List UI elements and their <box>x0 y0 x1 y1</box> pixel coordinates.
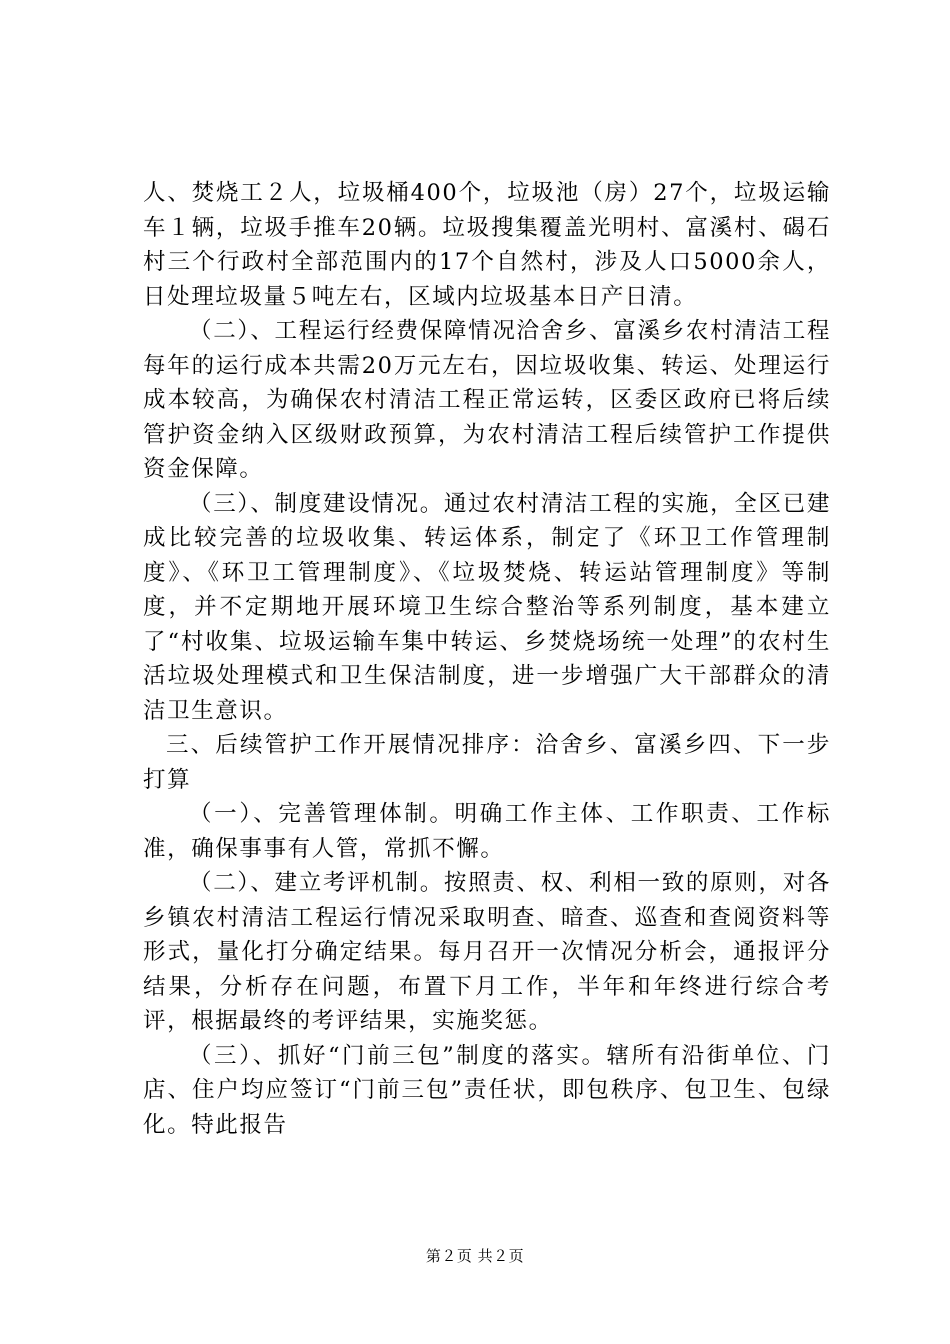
paragraph-1: 人、焚烧工２人，垃圾桶400个，垃圾池（房）27个，垃圾运输车１辆，垃圾手推车20辆。垃圾搜集覆盖光明村、富溪村、碣石村三个行政村全部范围内的17个自然村，涉及人口5000余人，日处理垃圾量５吨左右，区域内垃圾基本日产日清。 <box>143 180 831 310</box>
paragraph-4: 三、后续管护工作开展情况排序：洽舍乡、富溪乡四、下一步打算 <box>143 732 831 793</box>
paragraph-5: （一）、完善管理体制。明确工作主体、工作职责、工作标准，确保事事有人管，常抓不懈。 <box>143 801 831 862</box>
page-number-footer: 第２页 共２页 <box>425 1247 525 1265</box>
paragraph-3: （三）、制度建设情况。通过农村清洁工程的实施，全区已建成比较完善的垃圾收集、转运体系，制定了《环卫工作管理制度》、《环卫工管理制度》、《垃圾焚烧、转运站管理制度》等制度，并不定期地开展环境卫生综合整治等系列制度，基本建立了“村收集、垃圾运输车集中转运、乡焚烧场统一处理”的农村生活垃圾处理模式和卫生保洁制度，进一步增强广大干部群众的清洁卫生意识。 <box>143 490 831 724</box>
paragraph-2: （二）、工程运行经费保障情况洽舍乡、富溪乡农村清洁工程每年的运行成本共需20万元左右，因垃圾收集、转运、处理运行成本较高，为确保农村清洁工程正常运转，区委区政府已将后续管护资金纳入区级财政预算，为农村清洁工程后续管护工作提供资金保障。 <box>143 318 831 482</box>
paragraph-6: （二）、建立考评机制。按照责、权、利相一致的原则，对各乡镇农村清洁工程运行情况采取明查、暗查、巡查和查阅资料等形式，量化打分确定结果。每月召开一次情况分析会，通报评分结果，分析存在问题，布置下月工作，半年和年终进行综合考评，根据最终的考评结果，实施奖惩。 <box>143 870 831 1034</box>
document-body <box>143 176 831 1142</box>
paragraph-7: （三）、抓好“门前三包”制度的落实。辖所有沿街单位、门店、住户均应签订“门前三包”责任状，即包秩序、包卫生、包绿化。特此报告 <box>143 1042 831 1138</box>
